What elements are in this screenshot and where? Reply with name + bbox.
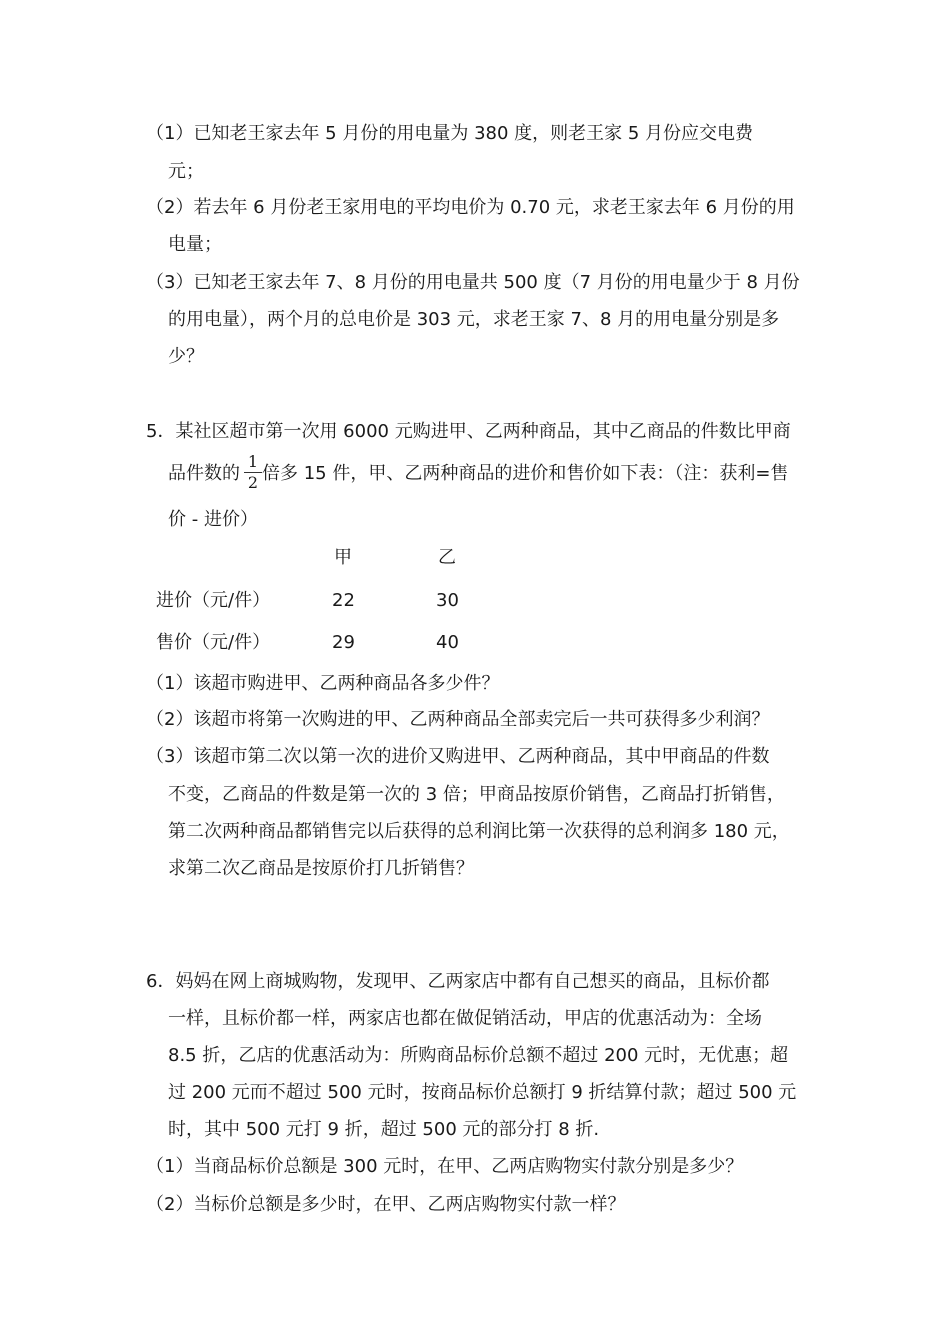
table-header-yi: 乙 [438,547,456,568]
q5-sub2: （2）该超市将第一次购进的甲、乙两种商品全部卖完后一共可获得多少利润？ [146,709,770,730]
q4-part1-line1: （1）已知老王家去年 5 月份的用电量为 380 度，则老王家 5 月份应交电费 [146,123,754,144]
table-row-cost-yi: 30 [436,590,459,611]
q6-stem-line4: 过 200 元而不超过 500 元时，按商品标价总额打 9 折结算付款；超过 500 元 [168,1082,797,1103]
table-row-cost-jia: 22 [332,590,355,611]
q5-sub3-line1: （3）该超市第二次以第一次的进价又购进甲、乙两种商品，其中甲商品的件数 [146,746,770,767]
q4-part3-line1: （3）已知老王家去年 7、8 月份的用电量共 500 度（7 月份的用电量少于 8 月份 [146,272,800,293]
fraction-one-half [244,453,262,492]
q4-part2-line1: （2）若去年 6 月份老王家用电的平均电价为 0.70 元，求老王家去年 6 月份的用 [146,197,795,218]
q4-part1-line2: 元； [168,161,204,182]
q6-sub2: （2）当标价总额是多少时，在甲、乙两店购物实付款一样？ [146,1194,626,1215]
q6-stem-line3: 8.5 折，乙店的优惠活动为：所购商品标价总额不超过 200 元时，无优惠；超 [168,1045,789,1066]
q4-part3-line2: 的用电量），两个月的总电价是 303 元，求老王家 7、8 月的用电量分别是多 [168,309,780,330]
fraction-numerator: 1 [247,452,259,471]
q5-sub3-line3: 第二次两种商品都销售完以后获得的总利润比第一次获得的总利润多 180 元， [168,821,790,842]
q5-stem-line3: 价 - 进价） [168,509,258,530]
table-row-sale-jia: 29 [332,632,355,653]
q4-part2-line2: 电量； [168,234,222,255]
q5-stem-line2-pre: 品件数的 [168,463,240,484]
q6-stem-line2: 一样，且标价都一样，两家店也都在做促销活动，甲店的优惠活动为：全场 [168,1008,762,1029]
table-row-sale-label: 售价（元/件） [156,632,271,653]
q5-stem-line2-post: 倍多 15 件，甲、乙两种商品的进价和售价如下表：（注：获利=售 [262,463,789,484]
table-header-jia: 甲 [334,547,352,568]
q6-sub1: （1）当商品标价总额是 300 元时，在甲、乙两店购物实付款分别是多少？ [146,1156,744,1177]
table-row-cost-label: 进价（元/件） [156,590,271,611]
q6-stem-line5: 时，其中 500 元打 9 折，超过 500 元的部分打 8 折. [168,1119,600,1140]
q5-sub3-line2: 不变，乙商品的件数是第一次的 3 倍；甲商品按原价销售，乙商品打折销售， [168,784,785,805]
q5-sub1: （1）该超市购进甲、乙两种商品各多少件？ [146,673,500,694]
q6-stem-line1: 6．妈妈在网上商城购物，发现甲、乙两家店中都有自己想买的商品，且标价都 [146,971,770,992]
q5-sub3-line4: 求第二次乙商品是按原价打几折销售？ [168,858,474,879]
q5-stem-line1: 5．某社区超市第一次用 6000 元购进甲、乙两种商品，其中乙商品的件数比甲商 [146,421,791,442]
q4-part3-line3: 少？ [168,346,204,367]
fraction-denominator: 2 [247,473,259,492]
table-row-sale-yi: 40 [436,632,459,653]
